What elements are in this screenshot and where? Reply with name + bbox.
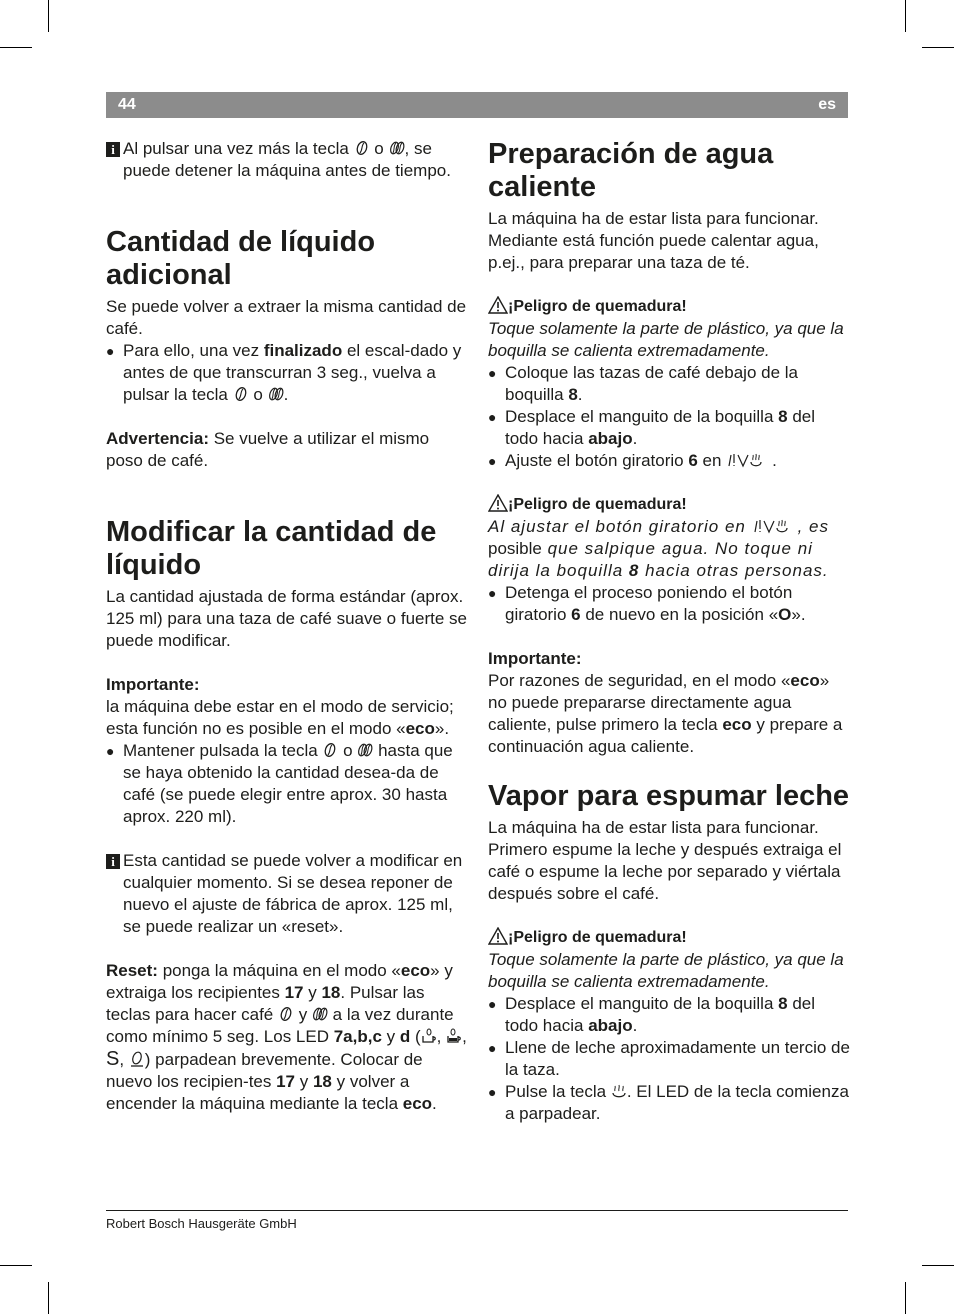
warning-heading: ¡Peligro de quemadura! [488, 927, 850, 949]
list-item: ● Pulse la tecla . El LED de la tecla comienza a parpadear. [488, 1081, 850, 1125]
single-bean-icon [233, 386, 249, 402]
paragraph: la máquina debe estar en el modo de servicio; esta función no es posible en el modo «eco». [106, 697, 454, 738]
list-item: ● Para ello, una vez finalizado el escal-dado y antes de que transcurran 3 seg., vuelva a pulsar la tecla o . [106, 340, 468, 406]
crop-mark [922, 1265, 954, 1266]
hot-water-steam-icon [726, 452, 772, 468]
paragraph: La máquina ha de estar lista para funcionar. Mediante está función puede calentar agua, p.ej., para preparar una taza de té. [488, 209, 819, 272]
double-bean-icon [312, 1006, 328, 1022]
importante-label: Importante: [106, 675, 200, 694]
language-code: es [818, 96, 836, 113]
right-column [488, 138, 850, 1125]
heading-vapor: Vapor para espumar leche [488, 780, 850, 812]
warning-icon [488, 494, 508, 512]
importante-label: Importante: [488, 649, 582, 668]
paragraph: Por razones de seguridad, en el modo «eco» no puede prepararse directamente agua caliente, pulse primero la tecla eco y prepare a continuación agua caliente. [488, 671, 843, 756]
info-note: i Esta cantidad se puede volver a modificar en cualquier momento. Si se desea reponer de nuevo el ajuste de fábrica de aprox. 125 ml, se puede realizar un «reset». [106, 850, 468, 938]
footer-company: Robert Bosch Hausgeräte GmbH [106, 1216, 297, 1231]
single-bean-icon [278, 1006, 294, 1022]
page-header-bar [106, 92, 848, 118]
cup-double-icon [446, 1028, 462, 1044]
crop-mark [905, 1282, 906, 1314]
list-item: ● Coloque las tazas de café debajo de la boquilla 8. [488, 362, 850, 406]
heading-modificar: Modificar la cantidad de líquido [106, 516, 437, 581]
heading-agua: Preparación de agua caliente [488, 138, 774, 203]
warning-text: Al ajustar el botón giratorio en , es posible que salpique agua. No toque ni dirija la boquilla 8 hacia otras personas. [488, 517, 829, 580]
cup-bean-icon [421, 1028, 437, 1044]
single-bean-icon [354, 140, 370, 156]
double-bean-icon [268, 386, 284, 402]
paragraph: Se puede volver a extraer la misma cantidad de café. [106, 297, 467, 338]
paragraph: La máquina ha de estar lista para funcionar. Primero espume la leche y después extraiga el café o espume la leche por separado y viértala después sobre el café. [488, 818, 842, 903]
info-icon: i [106, 142, 120, 157]
single-bean-icon [322, 742, 338, 758]
info-note: i Al pulsar una vez más la tecla o , se puede detener la máquina antes de tiempo. [106, 138, 468, 182]
crop-mark [905, 0, 906, 32]
crop-mark [0, 47, 32, 48]
warning-text: Toque solamente la parte de plástico, ya que la boquilla se calienta extremadamente. [488, 319, 844, 360]
crop-mark [0, 1265, 32, 1266]
bean-strength-icon [129, 1051, 145, 1067]
reset-paragraph: Reset: ponga la máquina en el modo «eco» y extraiga los recipientes 17 y 18. Pulsar las teclas para hacer café y a la vez durante como mínimo 5 seg. Los LED 7a,b,c y d ( , , S, ) parpadean brevemente. Colocar de nuevo los recipien-tes 17 y 18 y volver a encender la máquina mediante la tecla eco. [106, 961, 467, 1113]
list-item: ● Mantener pulsada la tecla o hasta que se haya obtenido la cantidad desea-da de café (se puede elegir entre aprox. 30 hasta aprox. 220 ml). [106, 740, 468, 828]
list-item: ● Desplace el manguito de la boquilla 8 del todo hacia abajo. [488, 406, 850, 450]
list-item: ● Desplace el manguito de la boquilla 8 del todo hacia abajo. [488, 993, 850, 1037]
double-bean-icon [389, 140, 405, 156]
warning-text: Toque solamente la parte de plástico, ya que la boquilla se calienta extremadamente. [488, 950, 844, 991]
list-item: ● Detenga el proceso poniendo el botón giratorio 6 de nuevo en la posición «O». [488, 582, 850, 626]
warning-icon [488, 296, 508, 314]
steam-icon [611, 1083, 627, 1099]
crop-mark [48, 1282, 49, 1314]
heading-cantidad: Cantidad de líquido adicional [106, 226, 376, 291]
page-number: 44 [118, 96, 136, 113]
hot-water-steam-icon [752, 518, 798, 534]
list-item: ● Llene de leche aproximadamente un tercio de la taza. [488, 1037, 850, 1081]
info-icon: i [106, 854, 120, 869]
warning-icon [488, 927, 508, 945]
advertencia-note: Advertencia: Se vuelve a utilizar el mismo poso de café. [106, 429, 430, 470]
crop-mark [922, 47, 954, 48]
footer-rule [106, 1210, 848, 1211]
paragraph: La cantidad ajustada de forma estándar (aprox. 125 ml) para una taza de café suave o fuerte se puede modificar. [106, 587, 468, 650]
double-bean-icon [357, 742, 373, 758]
warning-heading: ¡Peligro de quemadura! [488, 494, 850, 516]
warning-heading: ¡Peligro de quemadura! [488, 296, 850, 318]
crop-mark [48, 0, 49, 32]
left-column [106, 138, 468, 1115]
list-item: ● Ajuste el botón giratorio 6 en . [488, 450, 850, 472]
